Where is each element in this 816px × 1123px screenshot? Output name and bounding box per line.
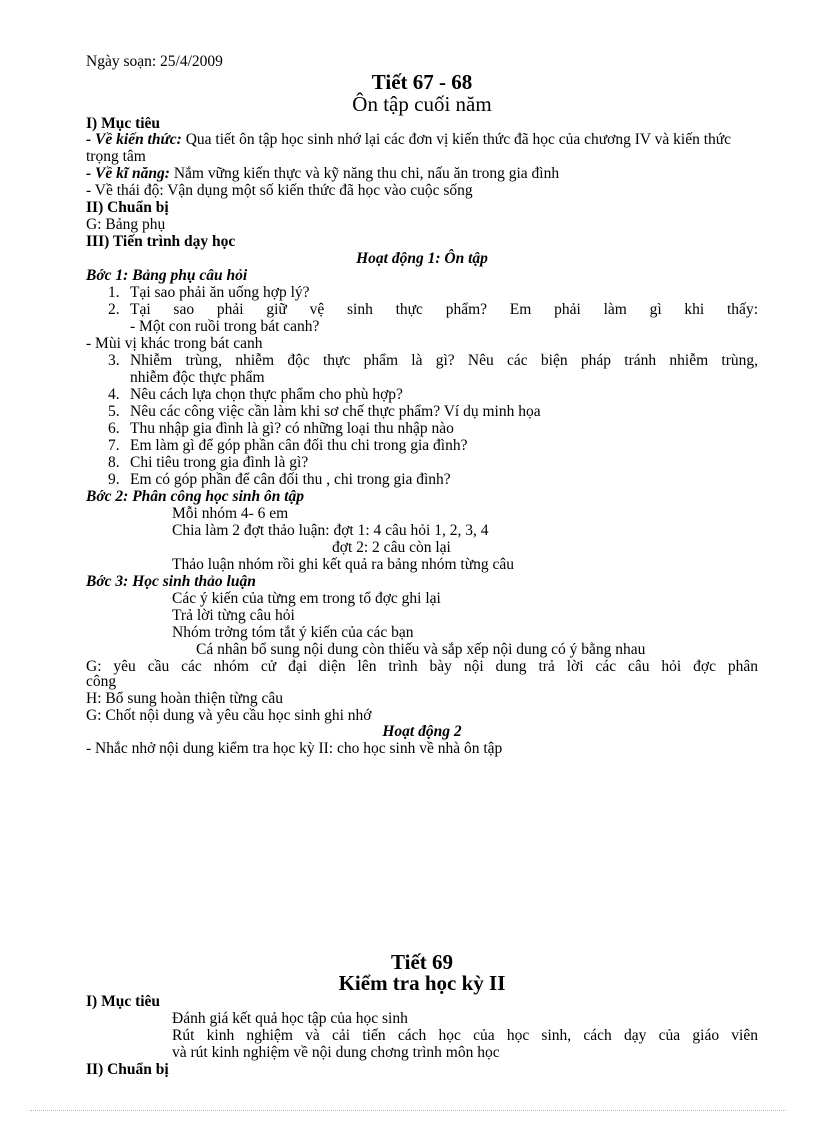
skills-text: Nắm vững kiến thực và kỹ năng thu chi, nấu ăn trong gia đình	[169, 165, 560, 182]
knowledge-label: - Về kiến thức:	[86, 131, 182, 148]
teacher-line: G: yêu cầu các nhóm cử đại diện lên trình bày nội dung trả lời các câu hỏi đợc phân	[86, 658, 758, 675]
step3-line: Cá nhân bổ sung nội dung còn thiếu và sắp xếp nội dung có ý bằng nhau	[196, 641, 646, 658]
lesson2-title: Tiết 69	[390, 950, 454, 974]
lesson2-objective-continuation: và rút kinh nghiệm về nội dung chơng trình môn học	[172, 1044, 500, 1061]
activity2-title: Hoạt động 2	[382, 723, 462, 740]
process-heading: III) Tiến trình dạy học	[86, 233, 236, 250]
attitude-objective: - Về thái độ: Vận dụng một số kiến thức đã học vào cuộc sống	[86, 182, 473, 199]
question-continuation: nhiễm độc thực phẩm	[130, 369, 265, 386]
step3-line: Các ý kiến của từng em trong tổ đợc ghi lại	[172, 590, 441, 607]
activity1-title: Hoạt động 1: Ôn tập	[356, 250, 488, 267]
skills-objective	[86, 165, 758, 182]
question-item: 2. Tại sao phải giữ vệ sinh thực phẩm? Em phải làm gì khi thấy:	[108, 301, 758, 318]
lesson2-objective: Rút kinh nghiệm và cải tiến cách học của học sinh, cách dạy của giáo viên	[172, 1027, 758, 1044]
date-line: Ngày soạn: 25/4/2009	[86, 53, 223, 70]
step2-heading: Bớc 2: Phân công học sinh ôn tập	[86, 488, 305, 505]
step2-line: Mỗi nhóm 4- 6 em	[172, 505, 289, 522]
step3-line: Trả lời từng câu hỏi	[172, 607, 295, 624]
activity2-text: - Nhắc nhở nội dung kiểm tra học kỳ II: cho học sinh về nhà ôn tập	[86, 740, 503, 757]
lesson-subtitle: Ôn tập cuối năm	[352, 92, 492, 116]
student-line: H: Bổ sung hoàn thiện từng câu	[86, 690, 283, 707]
question-item: 1. Tại sao phải ăn uống hợp lý?	[108, 284, 310, 301]
question-subitem: - Một con ruồi trong bát canh?	[130, 318, 320, 335]
lesson2-subtitle: Kiểm tra học kỳ II	[338, 971, 506, 995]
objectives-heading: I) Mục tiêu	[86, 115, 161, 132]
teacher-line: G: Chốt nội dung và yêu cầu học sinh ghi nhớ	[86, 707, 372, 724]
page-bottom-divider	[30, 1110, 786, 1111]
lesson2-prep-heading: II) Chuẩn bị	[86, 1061, 169, 1078]
question-subitem: - Mùi vị khác trong bát canh	[86, 335, 263, 352]
step2-line: Thảo luận nhóm rồi ghi kết quả ra bảng nhóm từng câu	[172, 556, 514, 573]
question-item: 4. Nêu cách lựa chọn thực phẩm cho phù hợp?	[108, 386, 403, 403]
prep-text: G: Bảng phụ	[86, 216, 166, 233]
question-item: 5. Nêu các công việc cần làm khi sơ chế thực phẩm? Ví dụ minh họa	[108, 403, 541, 420]
step3-heading: Bớc 3: Học sinh thảo luận	[86, 573, 256, 590]
knowledge-text: Qua tiết ôn tập học sinh nhớ lại các đơn vị kiến thức đã học của chương IV và kiến thức trọng tâm	[86, 131, 732, 165]
lesson2-objectives-heading: I) Mục tiêu	[86, 993, 161, 1010]
question-item: 7. Em làm gì để góp phần cân đối thu chi trong gia đình?	[108, 437, 468, 454]
lesson-title: Tiết 67 - 68	[371, 70, 473, 94]
step1-heading: Bớc 1: Bảng phụ câu hỏi	[86, 267, 248, 284]
skills-label: - Về kĩ năng:	[86, 165, 170, 182]
question-item: 8. Chi tiêu trong gia đình là gì?	[108, 454, 309, 471]
step2-line: Chia làm 2 đợt thảo luận: đợt 1: 4 câu hỏi 1, 2, 3, 4	[172, 522, 489, 539]
question-item: 9. Em có góp phần để cân đối thu , chi trong gia đình?	[108, 471, 451, 488]
knowledge-objective	[86, 131, 758, 165]
teacher-line-continuation: công	[86, 673, 117, 690]
step3-line: Nhóm trởng tóm tắt ý kiến của các bạn	[172, 624, 414, 641]
question-item: 6. Thu nhập gia đình là gì? có những loại thu nhập nào	[108, 420, 454, 437]
step2-line: đợt 2: 2 câu còn lại	[332, 539, 451, 556]
prep-heading: II) Chuẩn bị	[86, 199, 169, 216]
question-item: 3. Nhiễm trùng, nhiễm độc thực phẩm là gì? Nêu các biện pháp tránh nhiễm trùng,	[108, 352, 758, 369]
lesson2-objective: Đánh giá kết quả học tập của học sinh	[172, 1010, 408, 1027]
